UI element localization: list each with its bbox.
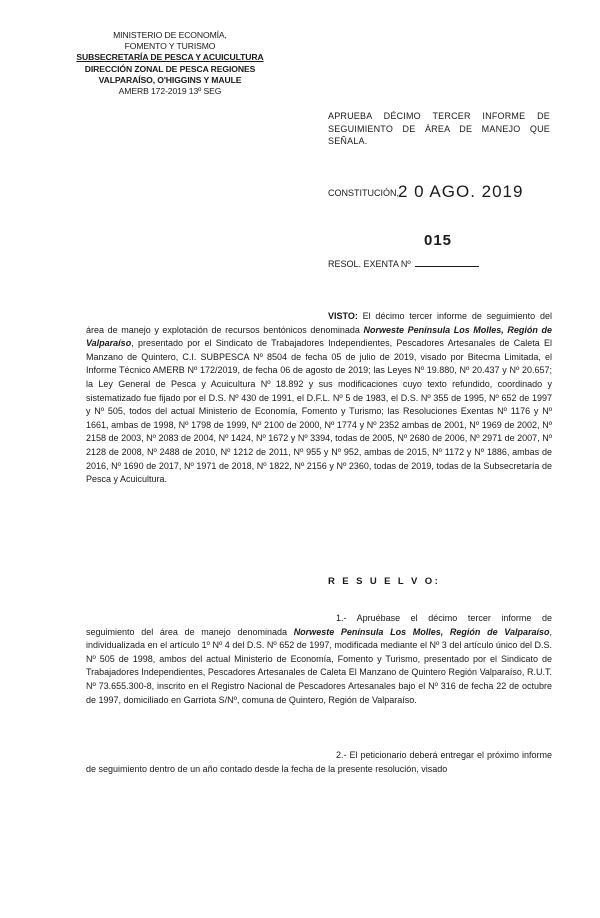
subject-reference: APRUEBA DÉCIMO TERCER INFORME DE SEGUIMIENTO DE ÁREA DE MANEJO QUE SEÑALA.	[328, 111, 550, 146]
item2-text: 2.- El peticionario deberá entregar el próximo informe de seguimiento dentro de un año contado desde la fecha de la presente resolución, visado	[86, 750, 552, 774]
visto-lead: VISTO:	[328, 311, 358, 321]
letterhead-regions: VALPARAÍSO, O'HIGGINS Y MAULE	[98, 74, 242, 85]
visto-text-b: , presentado por el Sindicato de Trabajadores Independientes, Pescadores Artesanales de Caleta El Manzano de Quintero, C.I. SUBPESCA Nº 8504 de fecha 05 de julio de 2019, visado por Bitecma Limitada, el Informe Técnico AMERB Nº 172/2019, de fecha 06 de agosto de 2019; las Leyes Nº 19.880, Nº 20.437 y Nº 20.657; la Ley General de Pesca y Acuicultura Nº 18.892 y sus modificaciones cuyo texto refundido, coordinado y sistematizado fue fijado por el D.S. Nº 430 de 1991, el D.F.L. Nº 5 de 1983, el D.S. Nº 355 de 1995, Nº 652 de 1997 y Nº 505, todos del actual Ministerio de Economía, Fomento y Turismo; las Resoluciones Exentas Nº 1176 y Nº 1661, ambas de 1998, Nº 1798 de 1999, Nº 2100 de 2000, Nº 1774 y Nº 2352 ambas de 2001, Nº 1969 de 2002, Nº 2158 de 2003, Nº 2083 de 2004, Nº 1424, Nº 1672 y Nº 3394, todas de 2005, Nº 2680 de 2006, Nº 2971 de 2007, Nº 2128 de 2008, Nº 2488 de 2010, Nº 1212 de 2011, Nº 955 y Nº 952, ambas de 2015, Nº 1172 y Nº 1886, ambas de 2016, Nº 1690 de 2017, Nº 1971 de 2018, Nº 1822, Nº 2156 y Nº 2360, todas de 2019, todas de la Subsecretaría de Pesca y Acuicultura.	[86, 338, 552, 485]
item1-area-name: Norweste Península Los Molles, Región de Valparaíso	[293, 626, 550, 637]
resolution-line	[328, 258, 479, 269]
letterhead	[60, 30, 280, 97]
item1-text-a: 1.- Apruébase el décimo tercer informe de seguimiento del área de manejo denominada	[86, 613, 552, 637]
visto-paragraph	[86, 310, 552, 487]
place-label: CONSTITUCIÓN,	[328, 188, 399, 198]
resolution-blank-line	[415, 258, 479, 267]
letterhead-ministry-sub: FOMENTO Y TURISMO	[124, 41, 216, 52]
stamped-date: 2 0 AGO. 2019	[398, 182, 524, 201]
letterhead-ministry: MINISTERIO DE ECONOMÍA,	[113, 30, 227, 40]
resolution-item-2	[86, 749, 552, 776]
resuelvo-heading: R E S U E L V O:	[328, 576, 441, 587]
letterhead-reference-code: AMERB 172-2019 13º SEG	[118, 86, 222, 97]
letterhead-subsecretaria: SUBSECRETARÍA DE PESCA Y ACUICULTURA	[76, 52, 264, 63]
resolution-number: 015	[424, 232, 453, 249]
resolution-label: RESOL. EXENTA Nº	[328, 259, 411, 269]
visto-text-a: El décimo tercer informe de seguimiento del área de manejo y explotación de recursos bentónicos denominada	[86, 311, 552, 335]
item1-text-b: , individualizada en el artículo 1º Nº 4 del D.S. Nº 652 de 1997, modificada mediante el Nº 3 del artículo único del D.S. Nº 505 de 1998, ambos del actual Ministerio de Economía, Fomento y Turismo, presentado por el Sindicato de Trabajadores Independientes, Pescadores Artesanales de Caleta El Manzano de Quintero Región Valparaíso, R.U.T. Nº 73.655.300-8, inscrito en el Registro Nacional de Pescadores Artesanales bajo el Nº 316 de fecha 22 de octubre de 1997, domiciliado en Garriota S/Nº, comuna de Quintero, Región de Valparaíso.	[86, 626, 552, 705]
visto-area-name: Norweste Península Los Molles, Región de Valparaíso	[86, 324, 552, 349]
letterhead-direccion: DIRECCIÓN ZONAL DE PESCA REGIONES	[84, 63, 256, 74]
resolution-item-1	[86, 612, 552, 707]
